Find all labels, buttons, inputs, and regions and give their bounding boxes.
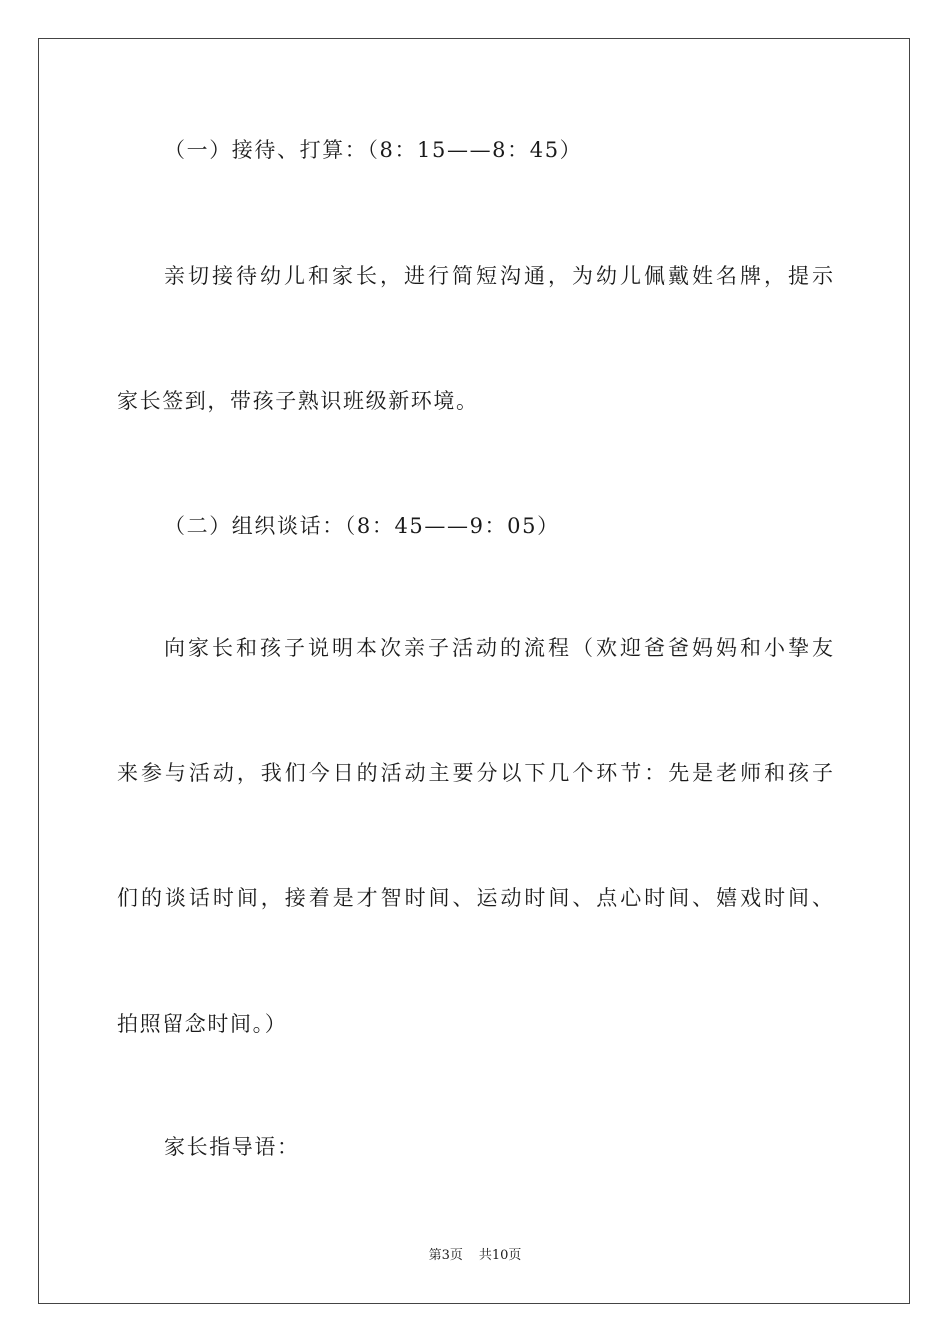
paragraph-line: 来参与活动，我们今日的活动主要分以下几个环节：先是老师和孩子 [117,761,833,785]
page-total: 共10页 [478,1248,522,1263]
section-heading-parent-guide: 家长指导语： [164,1135,300,1159]
section-heading-reception: （一）接待、打算：（8：15——8：45） [164,138,583,162]
paragraph-line: 家长签到，带孩子熟识班级新环境。 [117,389,479,413]
section-heading-talk: （二）组织谈话：（8：45——9：05） [164,514,560,538]
paragraph-line: 们的谈话时间，接着是才智时间、运动时间、点心时间、嬉戏时间、 [117,886,833,910]
paragraph-line: 亲切接待幼儿和家长，进行简短沟通，为幼儿佩戴姓名牌，提示 [164,264,833,288]
page-footer [0,1248,950,1264]
paragraph-line: 向家长和孩子说明本次亲子活动的流程（欢迎爸爸妈妈和小挚友 [164,636,833,660]
page-border [38,38,910,1304]
page-number: 第3页 [428,1248,463,1263]
paragraph-line: 拍照留念时间。） [117,1012,288,1036]
